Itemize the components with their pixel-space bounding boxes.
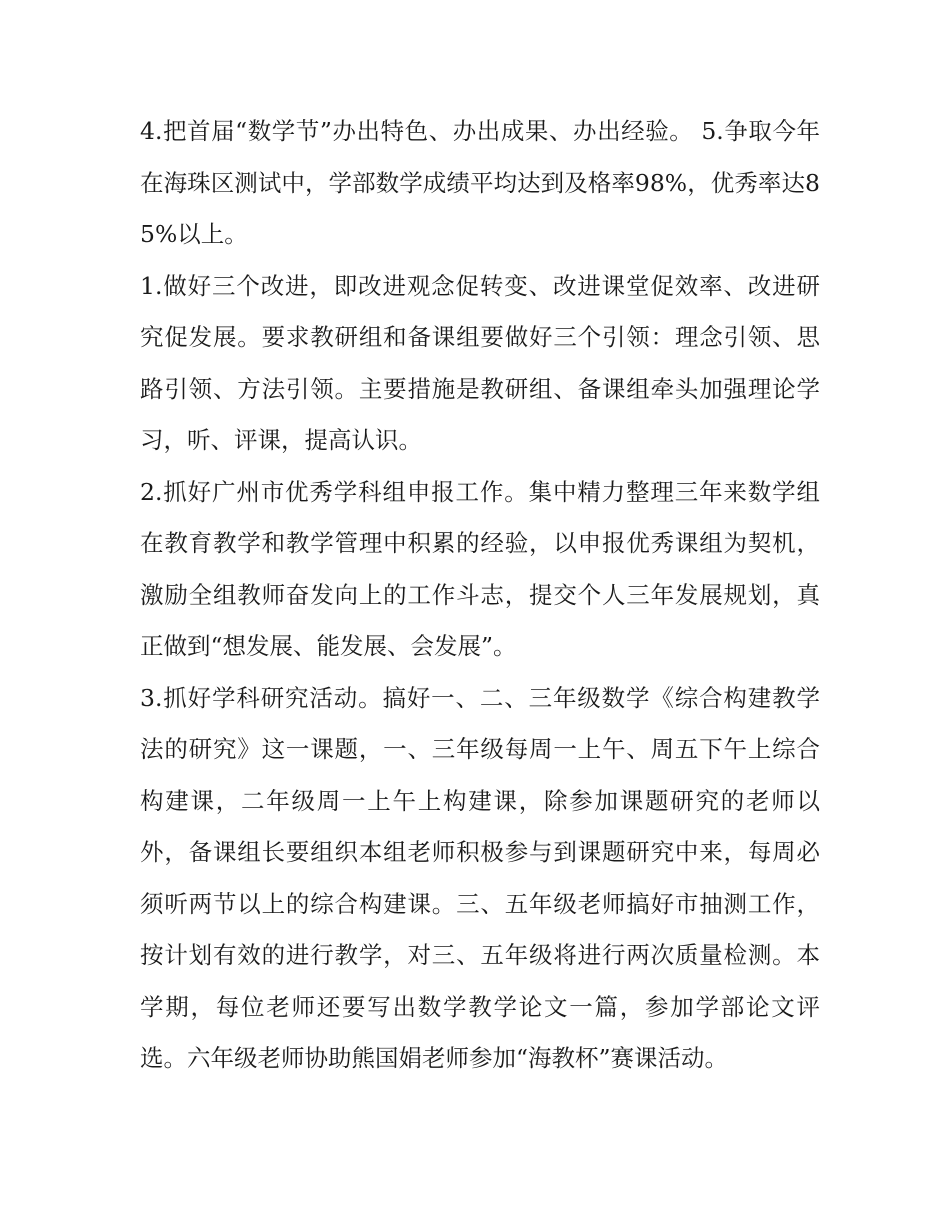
paragraph-goals: 4.把首届“数学节”办出特色、办出成果、办出经验。 5.争取今年在海珠区测试中，学部数学成绩平均达到及格率98%，优秀率达85%以上。 (140, 117, 820, 248)
document-body (140, 106, 820, 1085)
paragraph-item-1: 1.做好三个改进，即改进观念促转变、改进课堂促效率、改进研究促发展。要求教研组和备课组要做好三个引领：理念引领、思路引领、方法引领。主要措施是教研组、备课组牵头加强理论学习，听、评课，提高认识。 (140, 271, 820, 454)
paragraph-item-2: 2.抓好广州市优秀学科组申报工作。集中精力整理三年来数学组在教育教学和教学管理中积累的经验，以申报优秀课组为契机，激励全组教师奋发向上的工作斗志，提交个人三年发展规划，真正做到“想发展、能发展、会发展”。 (140, 477, 820, 660)
paragraph-item-3: 3.抓好学科研究活动。搞好一、二、三年级数学《综合构建教学法的研究》这一课题，一、三年级每周一上午、周五下午上综合构建课，二年级周一上午上构建课，除参加课题研究的老师以外，备课组长要组织本组老师积极参与到课题研究中来，每周必须听两节以上的综合构建课。三、五年级老师搞好市抽测工作，按计划有效的进行教学，对三、五年级将进行两次质量检测。本学期，每位老师还要写出数学教学论文一篇，参加学部论文评选。六年级老师协助熊国娟老师参加“海教杯”赛课活动。 (140, 683, 820, 1072)
